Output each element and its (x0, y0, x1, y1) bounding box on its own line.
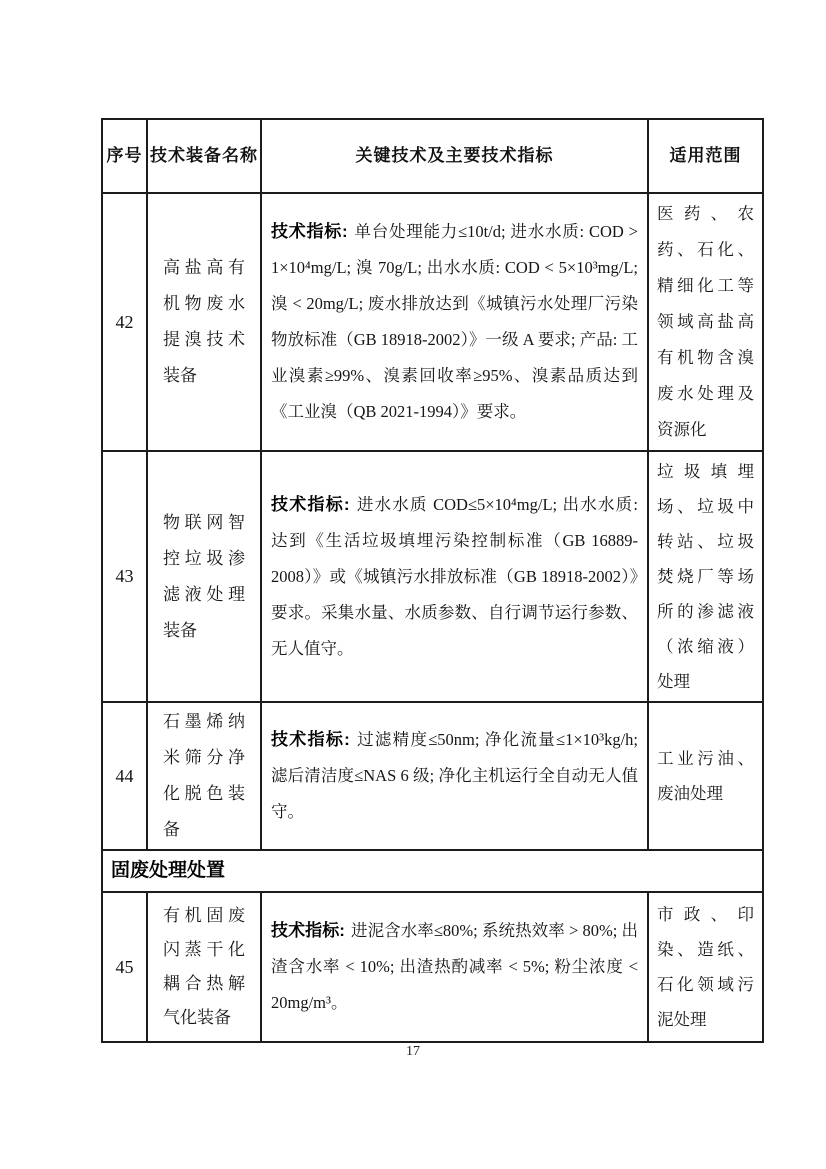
indicators-cell (261, 702, 648, 850)
table-header-row (102, 119, 763, 193)
section-header (102, 850, 763, 892)
equipment-name: 高盐高有机物废水提溴技术装备 (147, 193, 261, 451)
indicator-label: 技术指标: (271, 921, 345, 940)
page-number: 17 (406, 1044, 420, 1059)
header-serial-number: 序号 (102, 119, 147, 193)
row-number: 43 (102, 451, 147, 702)
equipment-name: 有机固废闪蒸干化耦合热解气化装备 (147, 892, 261, 1042)
header-applicable-scope: 适用范围 (648, 119, 763, 193)
section-label: 固废处理处置 (111, 860, 226, 881)
indicators-cell (261, 451, 648, 702)
row-number: 45 (102, 892, 147, 1042)
scope-cell: 医药、农药、石化、精细化工等领域高盐高有机物含溴废水处理及资源化 (648, 193, 763, 451)
table-row (102, 892, 763, 1042)
header-key-indicators: 关键技术及主要技术指标 (261, 119, 648, 193)
indicators-cell (261, 193, 648, 451)
indicator-label: 技术指标: (271, 494, 350, 514)
table-row (102, 193, 763, 451)
indicator-text: 过滤精度≤50nm; 净化流量≤1×10³kg/h; 滤后清洁度≤NAS 6 级; 净化主机运行全自动无人值守。 (271, 730, 638, 821)
table-row (102, 451, 763, 702)
table-row (102, 702, 763, 850)
header-equipment-name: 技术装备名称 (147, 119, 261, 193)
row-number: 44 (102, 702, 147, 850)
indicator-text: 进水水质 COD≤5×10⁴mg/L; 出水水质: 达到《生活垃圾填埋污染控制标准（GB 16889-2008）》或《城镇污水排放标准（GB 18918-2002）》要求。采集水量、水质参数、自行调节运行参数、无人值守。 (271, 494, 638, 658)
scope-cell: 工业污油、废油处理 (648, 702, 763, 850)
indicator-label: 技术指标: (271, 222, 348, 241)
indicators-cell (261, 892, 648, 1042)
indicator-text: 单台处理能力≤10t/d; 进水水质: COD > 1×10⁴mg/L; 溴 70g/L; 出水水质: COD < 5×10³mg/L; 溴 < 20mg/L; 废水排放达到《城镇污水处理厂污染物放标准（GB 18918-2002）》一级 A 要求; 产品: 工业溴素≥99%、溴素回收率≥95%、溴素品质达到《工业溴（QB 2021-1994）》要求。 (271, 222, 638, 421)
equipment-table (101, 118, 764, 1043)
scope-cell: 市政、印染、造纸、石化领域污泥处理 (648, 892, 763, 1042)
indicator-label: 技术指标: (271, 730, 350, 749)
section-header-row (102, 850, 763, 892)
scope-cell: 垃圾填埋场、垃圾中转站、垃圾焚烧厂等场所的渗滤液（浓缩液）处理 (648, 451, 763, 702)
row-number: 42 (102, 193, 147, 451)
equipment-name: 石墨烯纳米筛分净化脱色装备 (147, 702, 261, 850)
equipment-name: 物联网智控垃圾渗滤液处理装备 (147, 451, 261, 702)
indicator-text: 进泥含水率≤80%; 系统热效率 > 80%; 出渣含水率 < 10%; 出渣热酌减率 < 5%; 粉尘浓度 < 20mg/m³。 (271, 921, 638, 1012)
